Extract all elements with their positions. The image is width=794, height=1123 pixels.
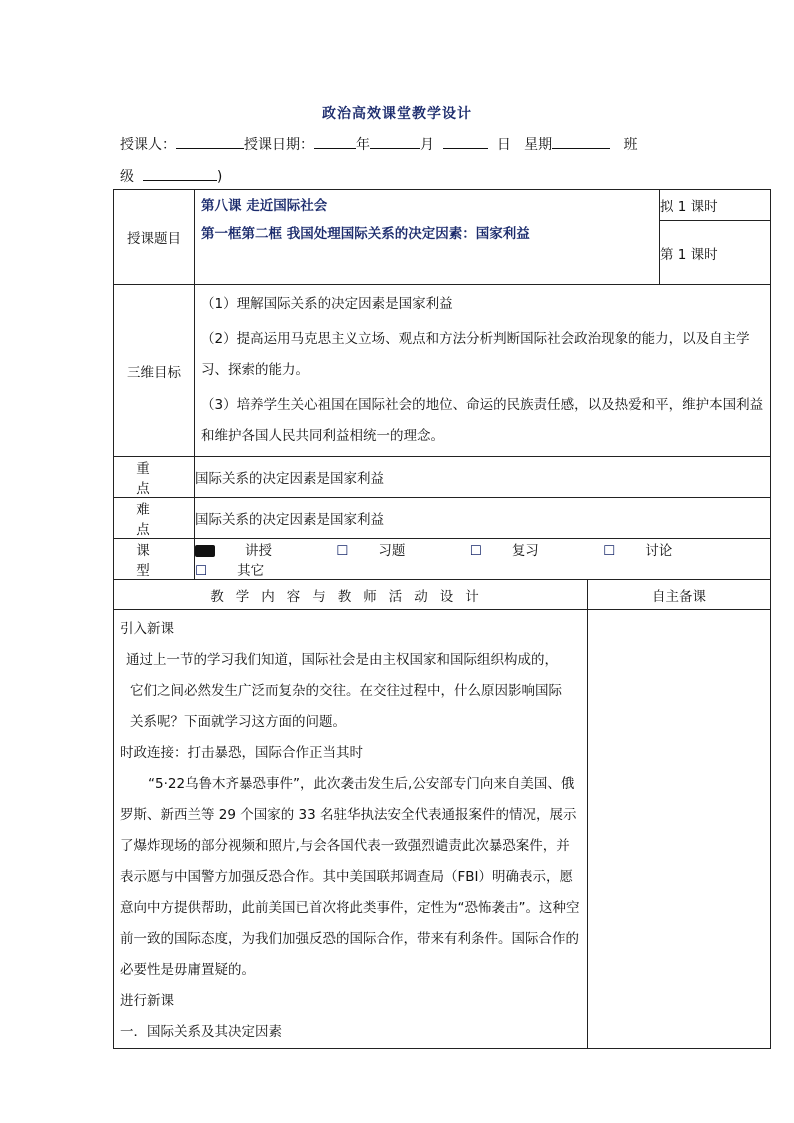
type-option-exercise[interactable]: ☐ 习题 [336,543,406,559]
header-line-1 [120,134,638,154]
objective-item: （1）理解国际关系的决定因素是国家利益 [201,296,453,312]
type-option-lecture[interactable]: 讲授 [195,543,302,559]
intro-title: 引入新课 [120,621,174,637]
difficulty: 国际关系的决定因素是国家利益 [195,498,771,539]
checkbox-icon[interactable]: ☐ [195,563,208,579]
topic-cell [195,190,660,285]
type-option-discussion[interactable]: ☐ 讨论 [603,543,673,559]
intro-line-1: 通过上一节的学习我们知道，国际社会是由主权国家和国际组织构成的， [126,652,558,668]
weekday-blank[interactable] [552,134,610,149]
checkbox-icon[interactable]: ☐ [336,543,349,559]
news-title: 时政连接：打击暴恐，国际合作正当其时 [120,745,363,761]
difficulty-label: 难 点 [114,498,195,539]
class-label: 班 [623,137,638,153]
header-line-2 [120,166,222,186]
lesson-title: 第八课 走近国际社会 [201,198,328,214]
news-text: “5·22乌鲁木齐暴恐事件”，此次袭击发生后,公安部专门向来自美国、俄罗斯、新西兰等 29 个国家的 33 名驻华执法安全代表通报案件的情况，展示了爆炸现场的部分视频和照片,与会各国代表一致强烈谴责此次暴恐案件，并表示愿与中国警方加强反恐合作。其中美国联邦调查局（FBI）明确表示，愿意向中方提供帮助，此前美国已首次将此类事件，定性为“恐怖袭击”。这种空前一致的国际态度，为我们加强反恐的国际合作，带来有利条件。国际合作的必要性是毋庸置疑的。 [120,776,580,978]
lesson-type-label: 课 型 [114,539,195,580]
date-label: 授课日期： [244,137,314,153]
key-point-label: 重 点 [114,457,195,498]
objective-item: （3）培养学生关心祖国在国际社会的地位、命运的民族责任感，以及热爱和平，维护本国利益和维护各国人民共同利益相统一的理念。 [201,397,764,444]
hour-index: 第 1 课时 [660,221,771,285]
checked-box-icon[interactable] [195,545,215,557]
key-point: 国际关系的决定因素是国家利益 [195,457,771,498]
checkbox-icon[interactable]: ☐ [469,543,482,559]
type-option-review[interactable]: ☐ 复习 [469,543,539,559]
lesson-type-options [195,539,771,580]
class-label-2: 级 [120,169,134,185]
objectives-cell [195,285,771,457]
month-blank[interactable] [370,134,420,149]
content-header: 教学内容与教师活动设计 [114,580,588,610]
teacher-blank[interactable] [176,134,244,149]
day-blank[interactable] [443,134,488,149]
section-1-title: 一．国际关系及其决定因素 [120,1024,282,1040]
topic-label: 授课题目 [114,190,195,285]
weekday-label: 星期 [524,137,553,153]
lesson-plan-table [113,189,771,1049]
teacher-label: 授课人： [120,137,176,153]
planned-hours: 拟 1 课时 [660,190,771,221]
year-blank[interactable] [314,134,356,149]
day-label: 日 [496,137,511,153]
content-cell [114,610,588,1049]
month-label: 月 [420,137,434,153]
checkbox-icon[interactable]: ☐ [603,543,616,559]
year-label: 年 [356,137,370,153]
section-title: 第一框第二框 我国处理国际关系的决定因素：国家利益 [201,226,530,242]
prep-header: 自主备课 [588,580,771,610]
objectives-label: 三维目标 [114,285,195,457]
objective-item: （2）提高运用马克思主义立场、观点和方法分析判断国际社会政治现象的能力，以及自主学习、探索的能力。 [201,331,750,378]
prep-cell[interactable] [588,610,771,1049]
new-lesson: 进行新课 [120,993,174,1009]
class-close: ) [216,169,223,185]
class-blank[interactable] [143,166,217,181]
intro-line-2: 它们之间必然发生广泛而复杂的交往。在交往过程中，什么原因影响国际 [130,683,562,699]
intro-line-3: 关系呢？下面就学习这方面的问题。 [130,714,346,730]
type-option-other[interactable]: ☐ 其它 [195,563,265,579]
document-title: 政治高效课堂教学设计 [322,106,472,122]
